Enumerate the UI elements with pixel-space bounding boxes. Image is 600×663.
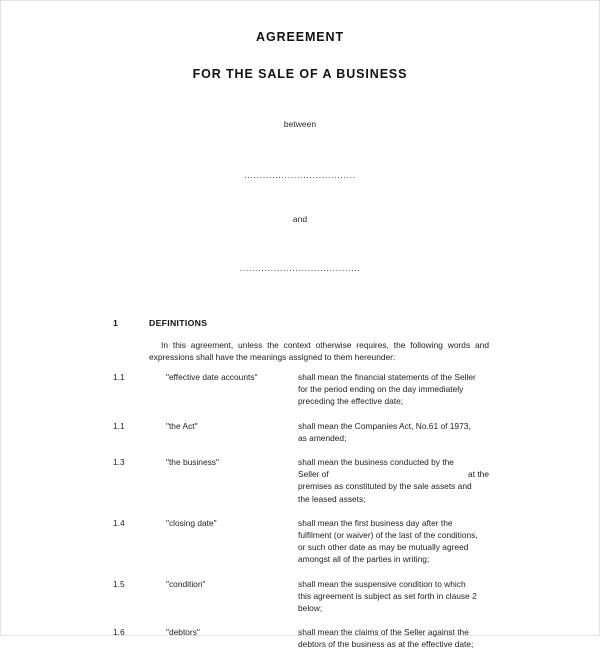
document-title-block	[1, 29, 599, 82]
definition-row	[113, 420, 489, 444]
definition-line-left: Seller of	[298, 469, 329, 480]
definition-number: 1.1	[113, 420, 125, 431]
definition-line: shall mean the claims of the Seller against the	[298, 627, 469, 638]
section-heading	[113, 318, 493, 328]
definition-line: premises as constituted by the sale assets and	[298, 481, 472, 492]
definition-line: for the period ending on the day immediately	[298, 384, 464, 395]
definition-row	[113, 371, 489, 408]
definition-line: this agreement is subject as set forth in clause 2	[298, 590, 477, 601]
definition-term: "condition"	[166, 578, 206, 589]
definition-row	[113, 578, 489, 615]
definition-text	[298, 578, 489, 615]
definition-number: 1.4	[113, 517, 125, 528]
definition-line: debtors of the business as at the effective date;	[298, 639, 474, 650]
definition-line: fulfilment (or waiver) of the last of the conditions,	[298, 530, 478, 541]
definition-line: shall mean the financial statements of the Seller	[298, 372, 476, 382]
definition-term: "the Act"	[166, 420, 198, 431]
definition-number: 1.5	[113, 578, 125, 589]
section-number: 1	[113, 318, 118, 328]
party-two-blank-line: .......................................	[239, 263, 361, 273]
definition-term: "closing date"	[166, 517, 217, 528]
page-sheet	[1, 1, 599, 650]
definitions-list	[113, 371, 489, 663]
definition-text	[298, 626, 489, 650]
definition-line: shall mean the business conducted by the	[298, 457, 454, 468]
section-intro-paragraph: In this agreement, unless the context otherwise requires, the following words and expressions shall have the meanings assigned to them hereunder:	[149, 340, 489, 363]
definition-line: the leased assets;	[298, 493, 366, 504]
and-label: and	[292, 214, 308, 224]
definition-line: shall mean the Companies Act, No.61 of 1973,	[298, 420, 471, 431]
definition-number: 1.1	[113, 372, 125, 382]
definition-line-with-blank	[298, 468, 489, 480]
definition-line: or such other date as may be mutually agreed	[298, 542, 469, 553]
definition-line: below;	[298, 603, 323, 614]
section-title: DEFINITIONS	[149, 318, 208, 328]
definition-row	[113, 626, 489, 650]
definition-term: "debtors"	[166, 627, 200, 638]
definition-line: shall mean the first business day after the	[298, 517, 453, 528]
definition-text	[298, 371, 489, 408]
definition-number: 1.6	[113, 627, 125, 638]
definition-number: 1.3	[113, 457, 125, 468]
definition-text	[298, 420, 489, 444]
definition-text	[298, 456, 489, 505]
between-label: between	[283, 119, 317, 129]
definition-line: preceding the effective date;	[298, 396, 404, 407]
document-title-primary: AGREEMENT	[256, 30, 344, 44]
definition-term: "the business"	[166, 457, 219, 468]
definition-line: shall mean the suspensive condition to which	[298, 578, 466, 589]
definition-term: "effective date accounts"	[166, 372, 258, 382]
definition-row	[113, 517, 489, 566]
definition-text	[298, 517, 489, 566]
definition-line-right: at the	[468, 469, 489, 480]
definition-row	[113, 456, 489, 505]
definition-line: as amended;	[298, 432, 347, 443]
definition-line: amongst all of the parties in writing;	[298, 554, 430, 565]
party-one-blank-line: ....................................	[244, 170, 356, 180]
document-title-secondary: FOR THE SALE OF A BUSINESS	[192, 67, 408, 81]
